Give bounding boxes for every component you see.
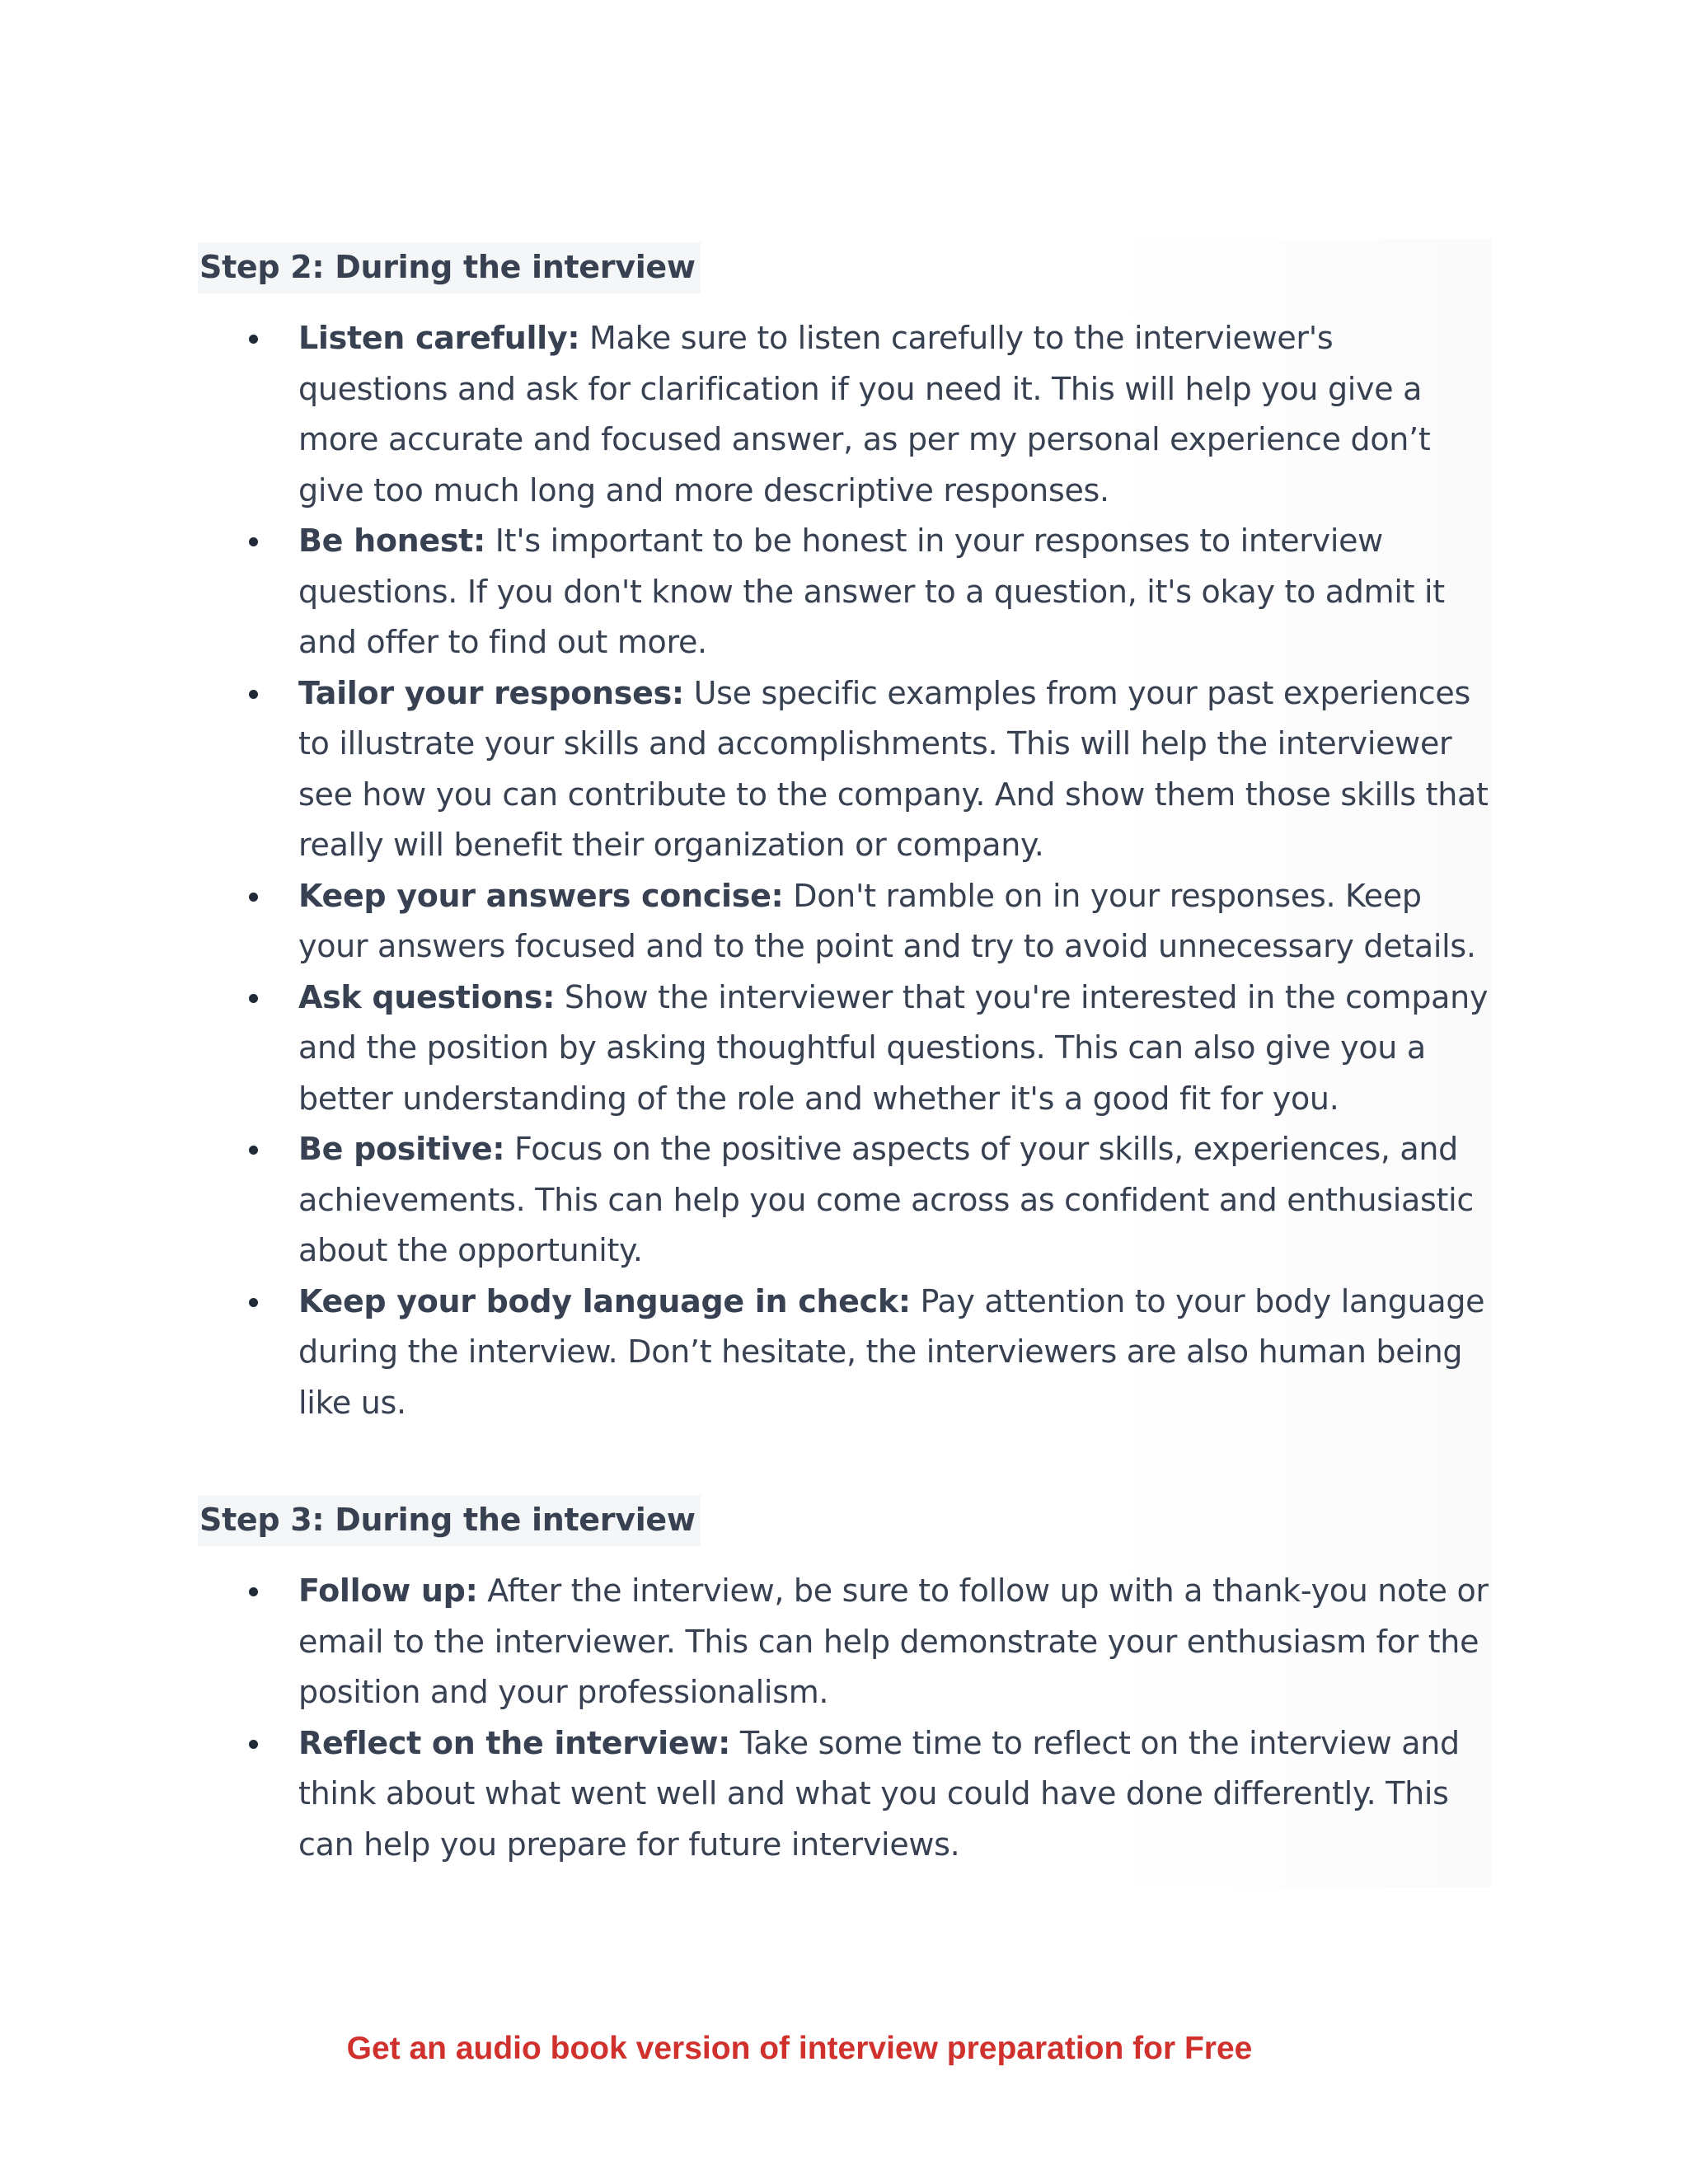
item-title: Be positive: [298,1131,505,1167]
item-text: After the interview, be sure to follow up with a thank-you note or email to the interviewer. This can help demonstrate your enthusiasm for the position and your professionalism. [298,1572,1489,1710]
item-title: Ask questions: [298,978,556,1015]
item-text: Focus on the positive aspects of your skills, experiences, and achievements. This can help you come across as confident and enthusiastic about the opportunity. [298,1131,1474,1268]
item-title: Keep your answers concise: [298,877,784,914]
item-text: Take some time to reflect on the interview and think about what went well and what you could have done differently. This can help you prepare for future interviews. [298,1724,1460,1863]
list-item [247,871,1492,972]
bullet-icon [249,1587,258,1596]
step3-heading: Step 3: During the interview [198,1495,701,1546]
item-text: Show the interviewer that you're interested in the company and the position by asking thoughtful questions. This can also give you a better understanding of the role and whether it's a good fit for you. [298,978,1489,1117]
list-item [247,1566,1492,1718]
bullet-icon [249,537,258,546]
audiobook-promo-link[interactable]: Get an audio book version of interview preparation for Free [346,2031,1253,2066]
list-item [247,1718,1492,1871]
step3-list [247,1566,1492,1870]
item-title: Reflect on the interview: [298,1724,731,1761]
bullet-icon [249,1146,258,1155]
item-text: Pay attention to your body language during the interview. Don’t hesitate, the interviewers are also human being like us. [298,1282,1485,1421]
item-title: Be honest: [298,523,485,559]
item-text: Don't ramble on in your responses. Keep your answers focused and to the point and try to avoid unnecessary details. [298,877,1476,964]
item-title: Follow up: [298,1572,478,1609]
list-item [247,313,1492,516]
list-item [247,668,1492,871]
item-title: Tailor your responses: [298,674,684,711]
bullet-icon [249,690,258,699]
bullet-icon [249,335,258,344]
list-item [247,1124,1492,1277]
list-item [247,1277,1492,1429]
list-item [247,972,1492,1125]
bullet-icon [249,1740,258,1749]
bullet-icon [249,893,258,902]
step2-list [247,313,1492,1428]
item-text: Use specific examples from your past experiences to illustrate your skills and accomplishments. This will help the interviewer see how you can contribute to the company. And show them those skills that really will benefit their organization or company. [298,674,1489,863]
bullet-icon [249,994,258,1003]
step2-heading: Step 2: During the interview [198,242,701,293]
item-text: It's important to be honest in your responses to interview questions. If you don't know the answer to a question, it's okay to admit it and offer to find out more. [298,523,1445,660]
item-title: Keep your body language in check: [298,1282,911,1319]
item-title: Listen carefully: [298,320,580,356]
bullet-icon [249,1298,258,1307]
item-text: Make sure to listen carefully to the interviewer's questions and ask for clarification if you need it. This will help you give a more accurate and focused answer, as per my personal experience don’t give too much long and more descriptive responses. [298,320,1431,509]
list-item [247,516,1492,668]
